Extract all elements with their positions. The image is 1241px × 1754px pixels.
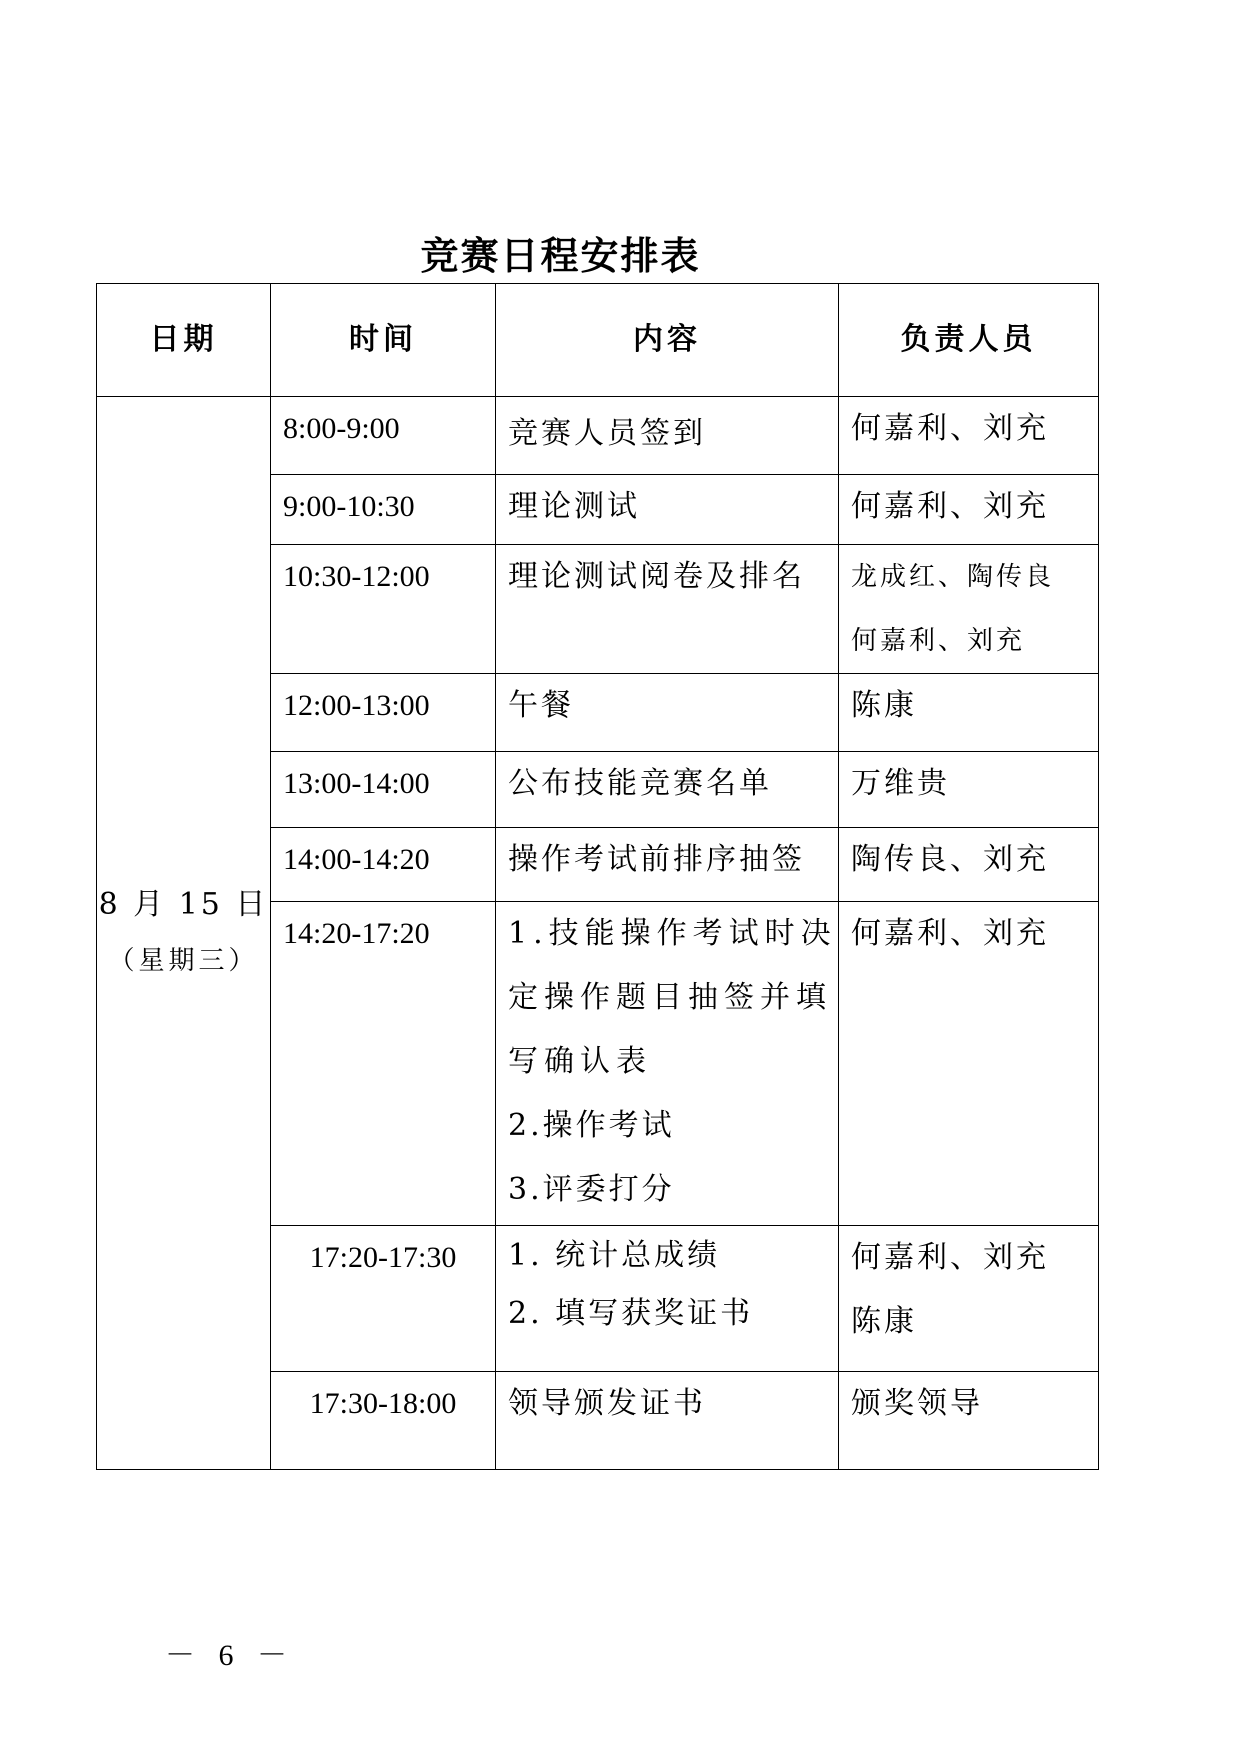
- content-cell: 理论测试阅卷及排名: [496, 545, 839, 674]
- content-cell: 理论测试: [496, 475, 839, 545]
- content-cell: 午餐: [496, 674, 839, 752]
- time-cell: 14:20-17:20: [271, 902, 496, 1226]
- time-cell: 8:00-9:00: [271, 397, 496, 475]
- header-date: 日期: [97, 284, 271, 397]
- content-cell: 操作考试前排序抽签: [496, 828, 839, 902]
- page-title: 竞赛日程安排表: [420, 233, 701, 278]
- people-cell: 陶传良、刘充: [839, 828, 1099, 902]
- header-time: 时间: [271, 284, 496, 397]
- header-content: 内容: [496, 284, 839, 397]
- table-header-row: [97, 284, 1099, 397]
- weekday-text: （星期三）: [108, 946, 259, 976]
- date-text: 8 月 15 日: [98, 887, 269, 922]
- date-cell: [97, 397, 271, 1470]
- content-cell: 1.技能操作考试时决 定操作题目抽签并填 写确认表 2.操作考试 3.评委打分: [496, 902, 839, 1226]
- content-cell: 竞赛人员签到: [496, 397, 839, 475]
- people-cell: 何嘉利、刘充: [839, 902, 1099, 1226]
- people-cell: 何嘉利、刘充: [839, 397, 1099, 475]
- people-cell: 万维贵: [839, 752, 1099, 828]
- schedule-table: [96, 283, 1099, 1470]
- time-cell: 17:20-17:30: [271, 1226, 496, 1372]
- page-number: － 6 －: [165, 1639, 295, 1672]
- people-cell: 颁奖领导: [839, 1372, 1099, 1470]
- table-row: [97, 397, 1099, 475]
- content-cell: 公布技能竞赛名单: [496, 752, 839, 828]
- time-cell: 9:00-10:30: [271, 475, 496, 545]
- people-cell: 何嘉利、刘充 陈康: [839, 1226, 1099, 1372]
- content-cell: 领导颁发证书: [496, 1372, 839, 1470]
- time-cell: 12:00-13:00: [271, 674, 496, 752]
- people-cell: 龙成红、陶传良 何嘉利、刘充: [839, 545, 1099, 674]
- time-cell: 17:30-18:00: [271, 1372, 496, 1470]
- time-cell: 13:00-14:00: [271, 752, 496, 828]
- time-cell: 14:00-14:20: [271, 828, 496, 902]
- people-cell: 陈康: [839, 674, 1099, 752]
- content-cell: 1. 统计总成绩 2. 填写获奖证书: [496, 1226, 839, 1372]
- header-people: 负责人员: [839, 284, 1099, 397]
- people-cell: 何嘉利、刘充: [839, 475, 1099, 545]
- time-cell: 10:30-12:00: [271, 545, 496, 674]
